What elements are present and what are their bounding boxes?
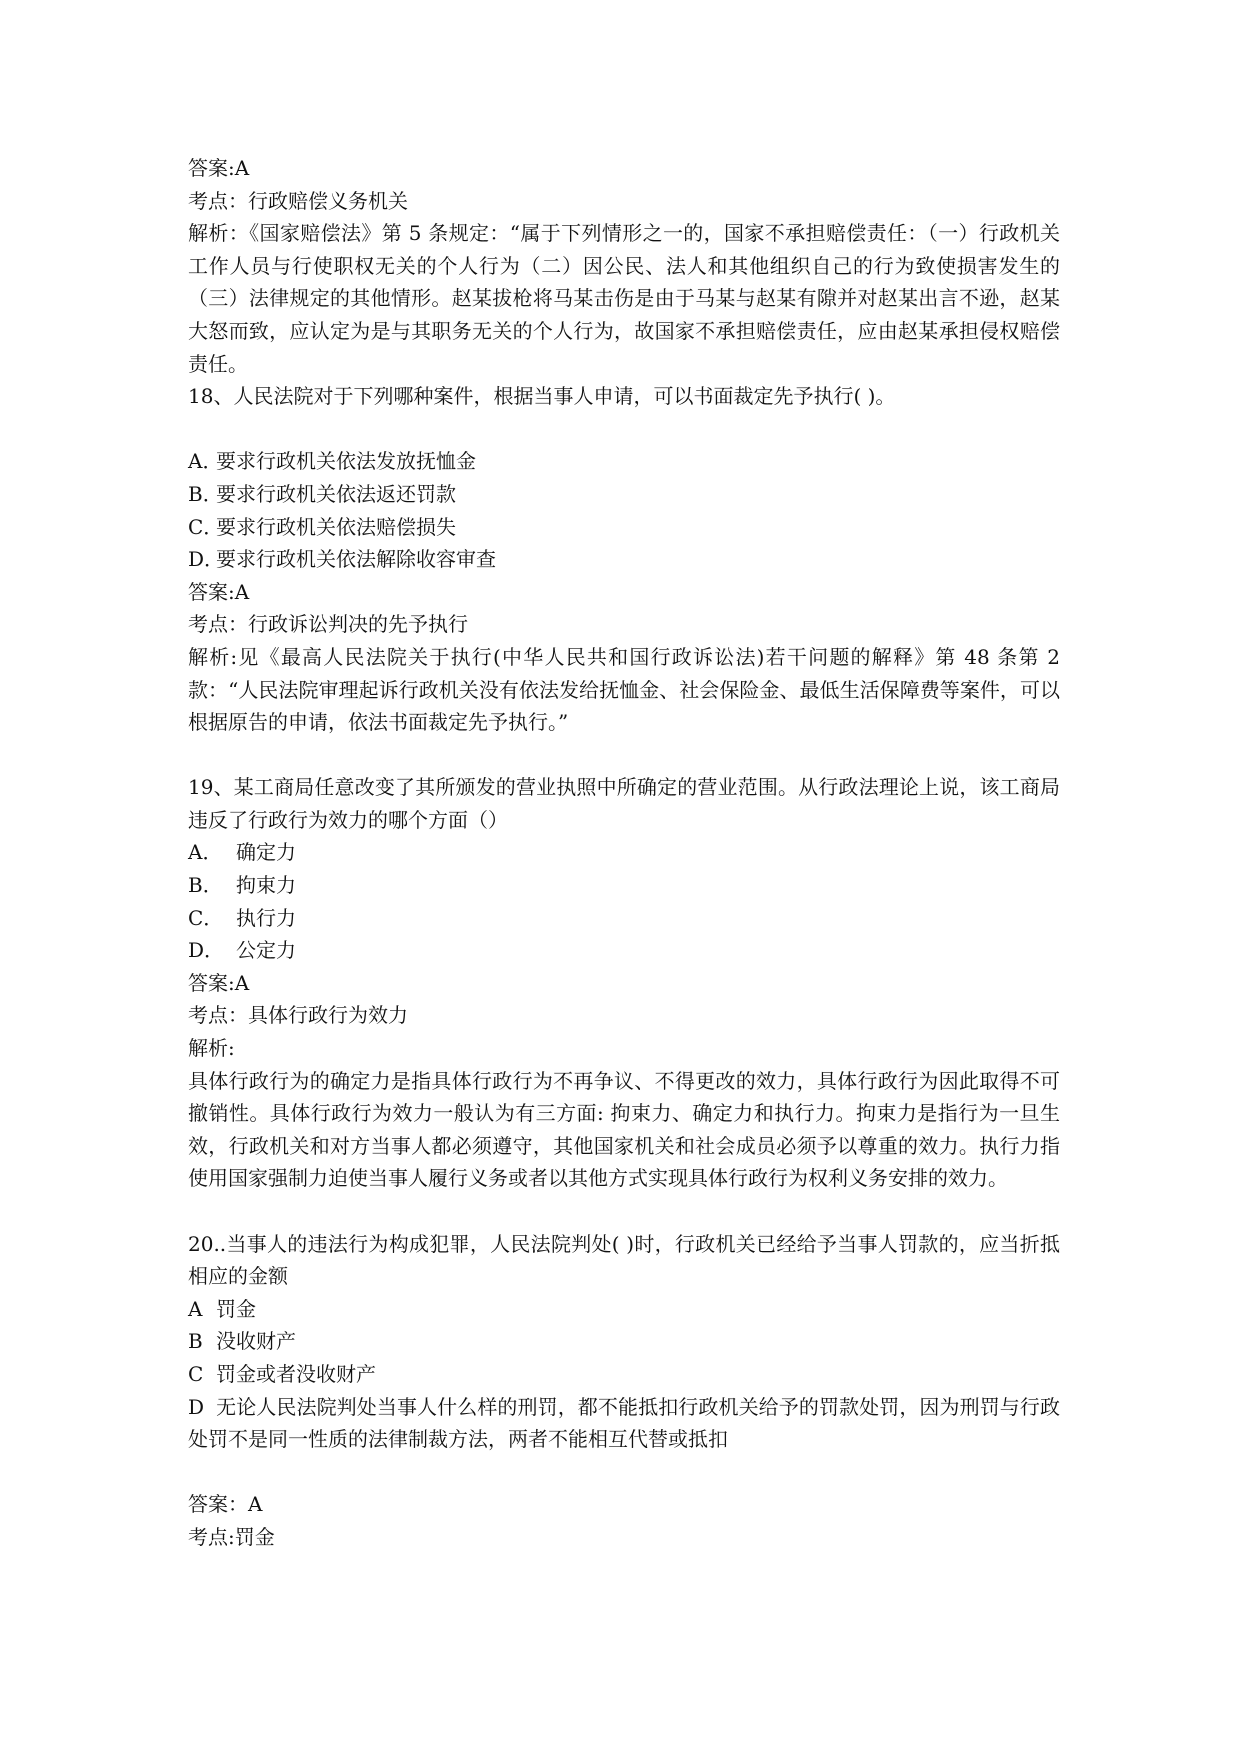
option-text: 要求行政机关依法解除收容审查 xyxy=(216,547,496,572)
option-text: 公定力 xyxy=(236,938,296,963)
option-label: B xyxy=(188,1329,203,1354)
q20-option-b xyxy=(188,1325,1060,1358)
q17-analysis: 解析：《国家赔偿法》第 5 条规定：“属于下列情形之一的，国家不承担赔偿责任：（一）行政机关工作人员与行使职权无关的个人行为（二）因公民、法人和其他组织自己的行为致使损害发生的（三）法律规定的其他情形。赵某拔枪将马某击伤是由于马某与赵某有隙并对赵某出言不逊，赵某大怒而致，应认定为是与其职务无关的个人行为，故国家不承担赔偿责任，应由赵某承担侵权赔偿责任。 xyxy=(188,221,1060,376)
q18-option-c xyxy=(188,511,1060,544)
q19-option-d xyxy=(188,934,1060,967)
option-label: A xyxy=(188,1296,203,1321)
spacer xyxy=(188,739,1060,772)
option-text: 确定力 xyxy=(236,840,296,865)
spacer xyxy=(188,1456,1060,1489)
option-label: D． xyxy=(188,547,225,572)
option-text: 罚金 xyxy=(216,1296,256,1321)
q19-analysis-label: 解析: xyxy=(188,1036,235,1061)
q19-topic: 考点：具体行政行为效力 xyxy=(188,1003,408,1028)
option-text: 要求行政机关依法返还罚款 xyxy=(216,481,456,506)
q18-topic: 考点：行政诉讼判决的先予执行 xyxy=(188,612,468,637)
option-text: 无论人民法院判处当事人什么样的刑罚，都不能抵扣行政机关给予的罚款处罚，因为刑罚与行政处罚不是同一性质的法律制裁方法，两者不能相互代替或抵扣 xyxy=(188,1394,1060,1452)
q18-answer: 答案:A xyxy=(188,579,250,604)
q19-question: 19、某工商局任意改变了其所颁发的营业执照中所确定的营业范围。从行政法理论上说，该工商局违反了行政行为效力的哪个方面（） xyxy=(188,775,1060,832)
q20-topic: 考点:罚金 xyxy=(188,1524,275,1549)
option-label: D xyxy=(188,1394,205,1419)
option-label: A． xyxy=(188,449,223,474)
q19-option-c xyxy=(188,902,1060,935)
q18-option-a xyxy=(188,445,1060,478)
q20-question: 20..当事人的违法行为构成犯罪，人民法院判处( )时，行政机关已经给予当事人罚款的，应当折抵相应的金额 xyxy=(188,1231,1060,1289)
q19-option-a xyxy=(188,836,1060,869)
q19-answer: 答案:A xyxy=(188,970,250,995)
option-text: 拘束力 xyxy=(236,873,296,898)
q18-question: 18、人民法院对于下列哪种案件，根据当事人申请，可以书面裁定先予执行( )。 xyxy=(188,384,896,409)
q20-option-c xyxy=(188,1358,1060,1391)
document-page xyxy=(188,152,1060,1554)
option-label: A． xyxy=(188,840,223,865)
q17-answer: 答案:A xyxy=(188,156,250,180)
option-label: D． xyxy=(188,938,225,963)
spacer xyxy=(188,413,1060,446)
q18-analysis: 解析:见《最高人民法院关于执行(中华人民共和国行政诉讼法)若干问题的解释》第 48 条第 2 款：“人民法院审理起诉行政机关没有依法发给抚恤金、社会保险金、最低生活保障费等案件，可以根据原告的申请，依法书面裁定先予执行。” xyxy=(188,644,1060,735)
option-label: C． xyxy=(188,514,224,539)
option-label: C xyxy=(188,1361,204,1386)
spacer xyxy=(188,1195,1060,1228)
option-text: 要求行政机关依法赔偿损失 xyxy=(216,514,456,539)
q20-option-a xyxy=(188,1293,1060,1326)
option-label: B． xyxy=(188,873,223,898)
q18-option-b xyxy=(188,478,1060,511)
q17-topic: 考点：行政赔偿义务机关 xyxy=(188,188,408,213)
option-label: B． xyxy=(188,481,223,506)
option-text: 罚金或者没收财产 xyxy=(216,1361,376,1386)
option-text: 执行力 xyxy=(236,905,296,930)
q18-option-d xyxy=(188,543,1060,576)
q20-option-d xyxy=(188,1391,1060,1456)
q20-answer: 答案：A xyxy=(188,1492,263,1517)
option-label: C． xyxy=(188,905,224,930)
q19-option-b xyxy=(188,869,1060,902)
option-text: 要求行政机关依法发放抚恤金 xyxy=(216,449,476,474)
option-text: 没收财产 xyxy=(216,1329,296,1354)
q19-analysis: 具体行政行为的确定力是指具体行政行为不再争议、不得更改的效力，具体行政行为因此取得不可撤销性。具体行政行为效力一般认为有三方面: 拘束力、确定力和执行力。拘束力是指行为一旦生效，行政机关和对方当事人都必须遵守，其他国家机关和社会成员必须予以尊重的效力。执行力指使用国家强制力迫使当事人履行义务或者以其他方式实现具体行政行为权利义务安排的效力。 xyxy=(188,1068,1060,1191)
